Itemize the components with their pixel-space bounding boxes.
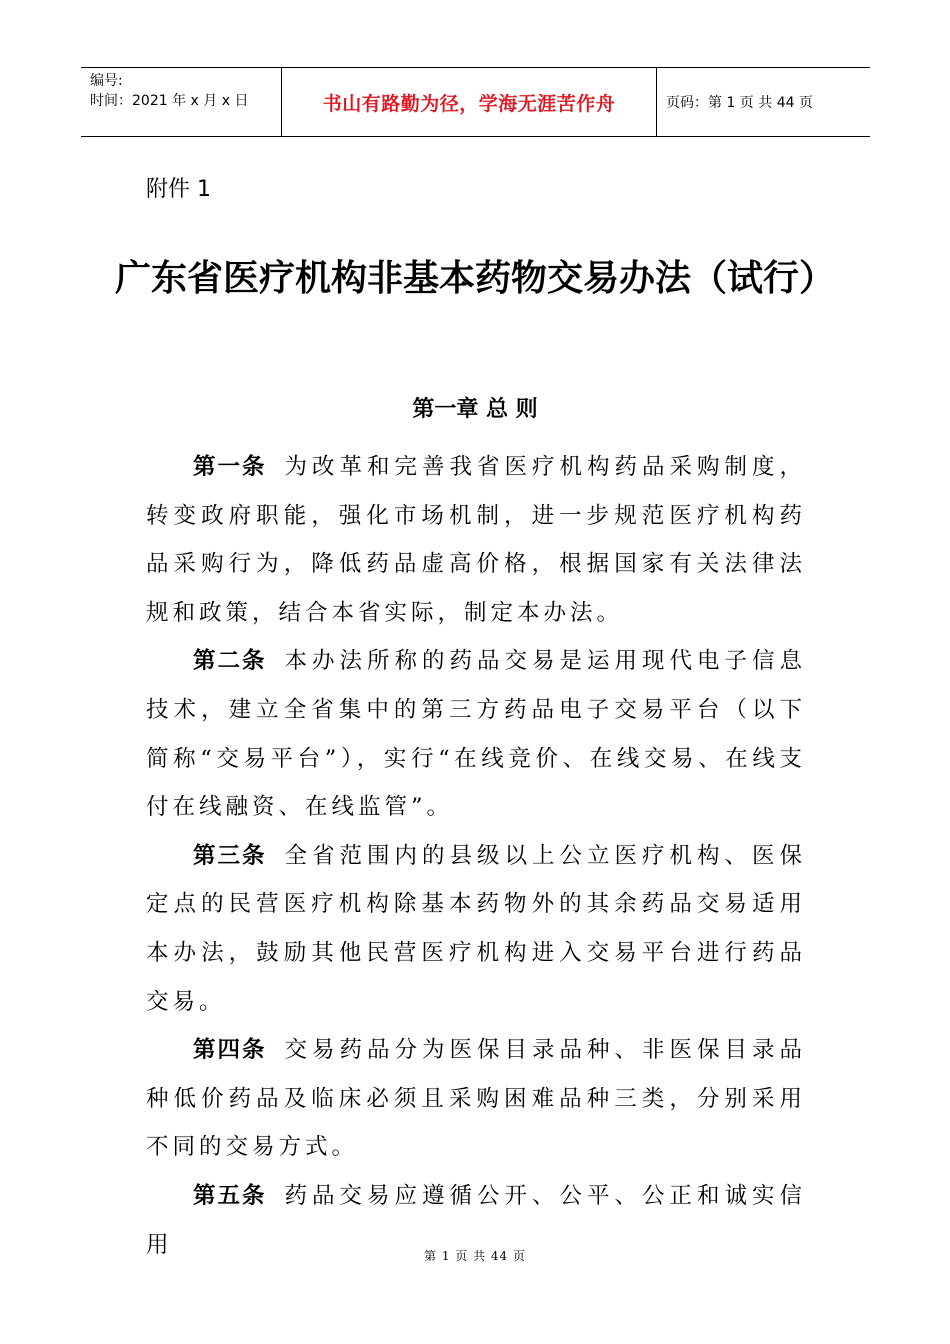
- article-2: [146, 637, 806, 831]
- document-body: [146, 443, 806, 1269]
- article-label: 第五条: [193, 1182, 267, 1209]
- article-text: 全省范围内的县级以上公立医疗机构、医保定点的民营医疗机构除基本药物外的其余药品交易适用本办法，鼓励其他民营医疗机构进入交易平台进行药品交易。: [146, 842, 806, 1015]
- header-meta: [81, 68, 282, 136]
- article-1: [146, 443, 806, 637]
- article-label: 第一条: [193, 454, 267, 480]
- article-4: [146, 1026, 806, 1172]
- page-footer: 第 1 页 共 44 页: [424, 1249, 526, 1263]
- article-3: [146, 832, 806, 1026]
- article-text: 为改革和完善我省医疗机构药品采购制度，转变政府职能，强化市场机制，进一步规范医疗机构药品采购行为，降低药品虚高价格，根据国家有关法律法规和政策，结合本省实际，制定本办法。: [146, 454, 806, 626]
- serial-label: 编号:: [90, 73, 123, 89]
- article-text: 药品交易应遵循公开、公平、公正和诚实信用: [146, 1182, 806, 1258]
- article-text: 本办法所称的药品交易是运用现代电子信息技术，建立全省集中的第三方药品电子交易平台（以下简称“交易平台”），实行“在线竞价、在线交易、在线支付在线融资、在线监管”。: [146, 648, 806, 821]
- article-label: 第四条: [193, 1037, 267, 1064]
- header-motto: 书山有路勤为径，学海无涯苦作舟: [282, 68, 657, 136]
- header-page-info: 页码：第 1 页 共 44 页: [666, 95, 813, 111]
- chapter-heading: 第一章 总 则: [412, 397, 538, 422]
- time-label: 时间：2021 年 x 月 x 日: [90, 93, 249, 109]
- attachment-label: 附件 1: [146, 177, 211, 202]
- article-text: 交易药品分为医保目录品种、非医保目录品种低价药品及临床必须且采购困难品种三类，分别采用不同的交易方式。: [146, 1037, 806, 1161]
- document-header: [81, 67, 870, 137]
- article-label: 第二条: [193, 648, 267, 675]
- article-label: 第三条: [193, 842, 267, 869]
- document-title: 广东省医疗机构非基本药物交易办法（试行）: [114, 257, 835, 299]
